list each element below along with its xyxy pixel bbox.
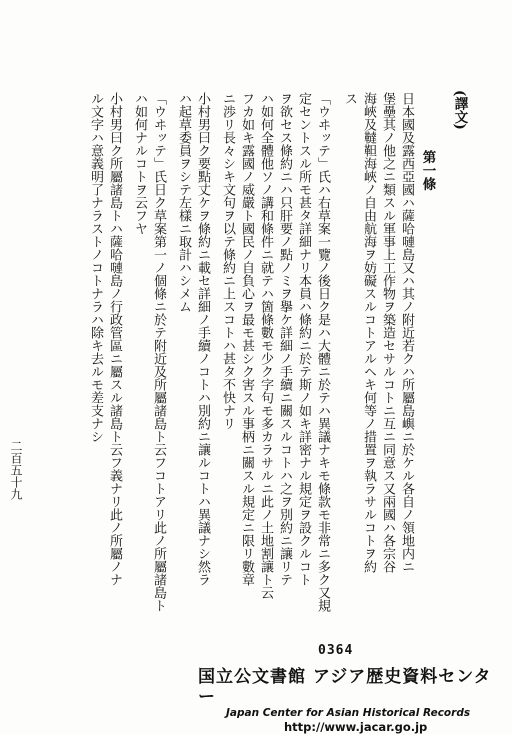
archive-name-english: Japan Center for Asian Historical Records bbox=[226, 707, 471, 719]
text-column: ス bbox=[342, 92, 357, 105]
archive-reference-number: 0364 bbox=[318, 643, 354, 658]
text-column: 小村男曰ク要點丈ケヲ條約ニ載セ詳細ノ手續ノコトハ別約ニ讓ルコトハ異議ナシ然ラ bbox=[195, 92, 210, 586]
text-column: 小村男曰ク所屬諸島トハ薩哈嗹島ノ行政管區ニ屬スル諸島ト云フ義ナリ此ノ所屬ノナ bbox=[107, 92, 122, 586]
archive-logo bbox=[198, 667, 498, 734]
page-number: 二百五十九 bbox=[9, 440, 23, 500]
text-column: 海峽及韃靼海峽ノ自由航海ヲ妨礙スルコトアルヘキ何等ノ措置ヲ執ラサルコトヲ約 bbox=[361, 92, 376, 573]
text-column: 日本國及露西亞國ハ薩哈嗹島又ハ其ノ附近若クハ所屬島嶼ニ於ケル各自ノ領地内ニ bbox=[399, 92, 414, 573]
text-column: 堡壘其ノ他之ニ類スル軍事上工作物ヲ築造セサルコトニ互ニ同意ス又兩國ハ各宗谷 bbox=[380, 92, 395, 573]
text-column: 「ウヰッテ」氏ハ右草案一覽ノ後日ク是ハ大體ニ於テハ異議ナキモ條款モ非常ニ多ク又規 bbox=[315, 92, 330, 612]
text-column: ニ渉リ長々シキ文句ヲ以テ條約ニ上スコトハ甚タ不快ナリ bbox=[220, 92, 235, 430]
archive-url[interactable]: http://www.jacar.go.jp bbox=[284, 720, 428, 734]
text-column: ヲ欲セス條約ニハ只肝要ノ點ノミヲ擧ケ詳細ノ手續ニ關スルコトハ之ヲ別約ニ讓リテ bbox=[277, 92, 292, 586]
text-column: ハ如何全體他ソノ講和條件ニ就テハ箇條數モ少ク字句モ多カラサルニ此ノ土地割讓ト云 bbox=[258, 92, 273, 599]
text-column: ハ如何ナルコトヲ云フヤ bbox=[132, 92, 147, 235]
section-heading: (譯文) bbox=[451, 90, 468, 130]
text-column: 「ウヰッテ」氏日ク草案第一ノ個條ニ於テ附近及所屬諸島ト云フコトアリ此ノ所屬諸島ト bbox=[151, 92, 166, 612]
text-column: ル文字ハ意義明了ナラストノコトナラハ除キ去ルモ差支ナシ bbox=[88, 92, 103, 443]
text-column: フカ如キ露國ノ威嚴ト國民ノ自負心ヲ最モ甚シク害スル事柄ニ關スル規定ニ限リ數章 bbox=[239, 92, 254, 586]
section-heading: 第一條 bbox=[419, 150, 436, 191]
text-column: 定セントスル所モ甚タ詳細ナリ本員ハ條約ニ於テ斯ノ如キ詳密ナル規定ヲ設クルコト bbox=[296, 92, 311, 586]
archive-name-japanese: 国立公文書館 アジア歴史資料センター bbox=[198, 667, 492, 707]
text-column: ハ起草委員ヲシテ左樣ニ取計ハシメム bbox=[176, 92, 191, 313]
